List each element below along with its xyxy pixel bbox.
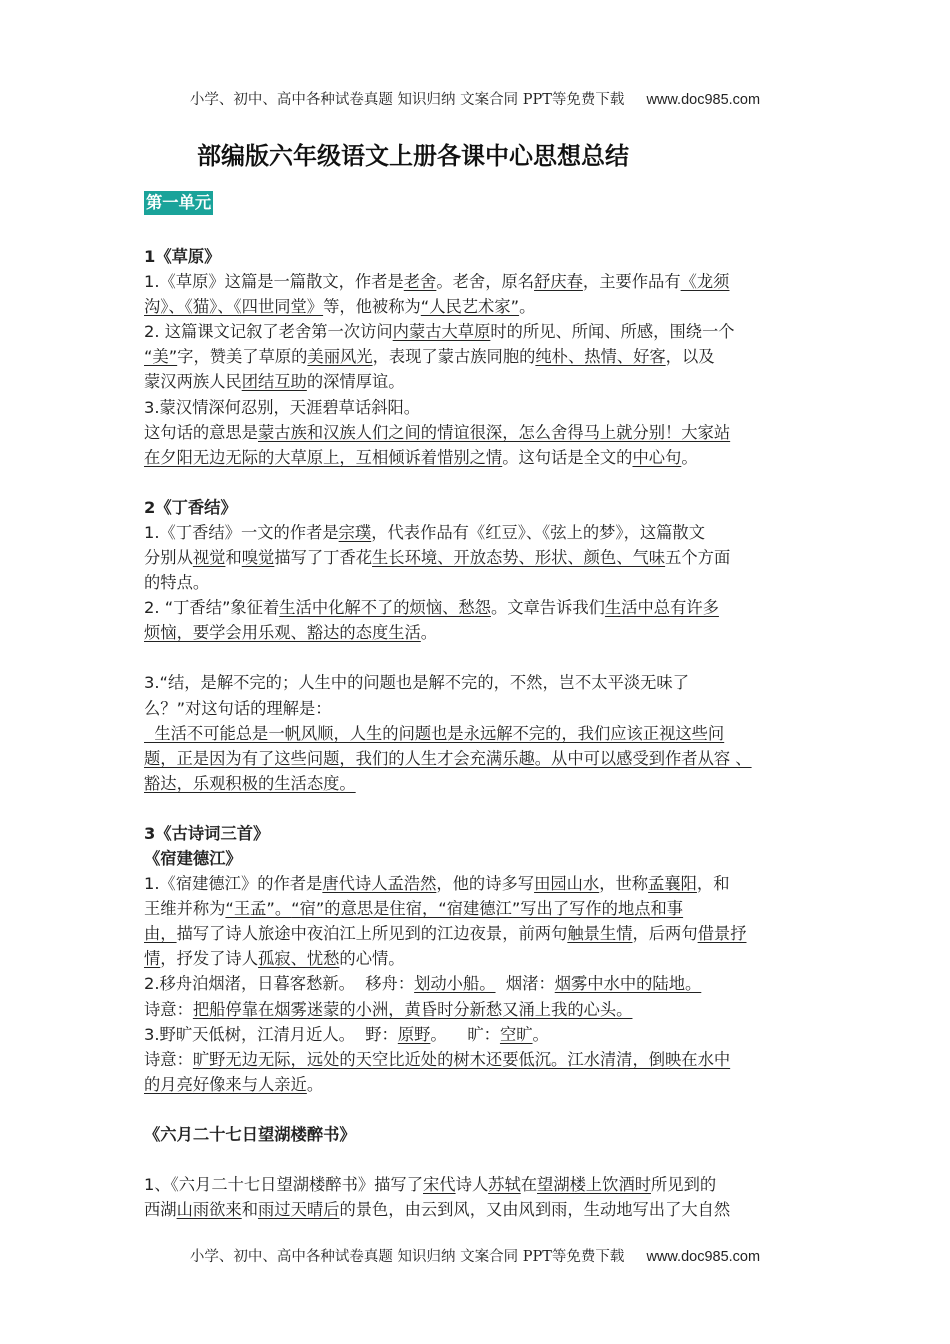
paragraph-line: 烦恼，要学会用乐观、豁达的态度生活。 [144, 623, 438, 643]
lesson-heading: 3《古诗词三首》 [144, 823, 270, 843]
paragraph-line: 情，抒发了诗人孤寂、忧愁的心情。 [144, 949, 405, 969]
paragraph-line: 诗意：旷野无边无际，远处的天空比近处的树木还要低沉。江水清清，倒映在水中 [144, 1049, 731, 1069]
poem-heading: 《六月二十七日望湖楼醉书》 [144, 1124, 356, 1144]
paragraph-line: 2.移舟泊烟渚，日暮客愁新。 移舟：划动小船。 烟渚：烟雾中水中的陆地。 [144, 974, 702, 994]
paragraph-line: 这句话的意思是蒙古族和汉族人们之间的情谊很深，怎么舍得马上就分别！大家站 [144, 422, 731, 442]
paragraph-line: 在夕阳无边无际的大草原上，互相倾诉着惜别之情。这句话是全文的中心句。 [144, 447, 698, 467]
paragraph-line: 由，描写了诗人旅途中夜泊江上所见到的江边夜景，前两句触景生情，后两句借景抒 [144, 924, 747, 944]
poem-heading: 《宿建德江》 [144, 848, 242, 868]
paragraph-line: 1、《六月二十七日望湖楼醉书》描写了宋代诗人苏轼在望湖楼上饮酒时所见到的 [144, 1175, 717, 1194]
paragraph-line: 题，正是因为有了这些问题，我们的人生才会充满乐趣。从中可以感受到作者从容 、 [144, 748, 752, 768]
paragraph-line: 2. “丁香结”象征着生活中化解不了的烦恼、愁怨。文章告诉我们生活中总有许多 [144, 598, 719, 618]
footer-url[interactable]: www.doc985.com [646, 1249, 761, 1265]
paragraph-line: 2. 这篇课文记叙了老舍第一次访问内蒙古大草原时的所见、所闻、所感，围绕一个 [144, 322, 735, 342]
paragraph-line: 3.野旷天低树，江清月近人。 野：原野。 旷：空旷。 [144, 1024, 549, 1044]
paragraph-line: 的特点。 [144, 573, 210, 593]
paragraph-line: 蒙汉两族人民团结互助的深情厚谊。 [144, 372, 405, 392]
page-footer [0, 1245, 950, 1266]
paragraph-line: 王维并称为“王孟”。“宿”的意思是住宿，“宿建德江”写出了写作的地点和事 [144, 899, 684, 919]
footer-text: 小学、初中、高中各种试卷真题 知识归纳 文案合同 PPT等免费下载 [189, 1249, 625, 1265]
paragraph-line: 分别从视觉和嗅觉描写了丁香花生长环境、开放态势、形状、颜色、气味五个方面 [144, 548, 731, 568]
header-text: 小学、初中、高中各种试卷真题 知识归纳 文案合同 PPT等免费下载 [189, 92, 625, 108]
paragraph-line: 的月亮好像来与人亲近。 [144, 1074, 324, 1094]
unit-label: 第一单元 [144, 191, 213, 215]
paragraph-line: 3.蒙汉情深何忍别，天涯碧草话斜阳。 [144, 397, 421, 417]
paragraph-line: 1.《丁香结》一文的作者是宗璞，代表作品有《红豆》、《弦上的梦》，这篇散文 [144, 522, 705, 542]
lesson-heading: 2《丁香结》 [144, 497, 237, 517]
paragraph-line: “美”字，赞美了草原的美丽风光，表现了蒙古族同胞的纯朴、热情、好客，以及 [144, 347, 715, 367]
page-header [0, 88, 950, 109]
header-url[interactable]: www.doc985.com [646, 92, 761, 108]
lesson-heading: 1《草原》 [144, 247, 221, 266]
document-title: 部编版六年级语文上册各课中心思想总结 [197, 141, 629, 170]
paragraph-line: 豁达，乐观积极的生活态度。 [144, 773, 356, 793]
paragraph-line: 3.“结，是解不完的；人生中的问题也是解不完的，不然，岂不太平淡无味了 [144, 673, 689, 693]
paragraph-line: 沟》、《猫》、《四世同堂》等，他被称为“人民艺术家”。 [144, 297, 536, 317]
document-body [144, 190, 814, 1222]
paragraph-line: 诗意：把船停靠在烟雾迷蒙的小洲，黄昏时分新愁又涌上我的心头。 [144, 999, 633, 1019]
paragraph-line: 1.《草原》这篇是一篇散文，作者是老舍。老舍，原名舒庆春，主要作品有《龙须 [144, 272, 730, 292]
paragraph-line: 生活不可能总是一帆风顺，人生的问题也是永远解不完的，我们应该正视这些问 [144, 723, 725, 743]
paragraph-line: 么？”对这句话的理解是： [144, 698, 332, 718]
paragraph-line: 1.《宿建德江》的作者是唐代诗人孟浩然，他的诗多写田园山水，世称孟襄阳，和 [144, 874, 730, 894]
paragraph-line: 西湖山雨欲来和雨过天晴后的景色，由云到风，又由风到雨，生动地写出了大自然 [144, 1200, 731, 1220]
